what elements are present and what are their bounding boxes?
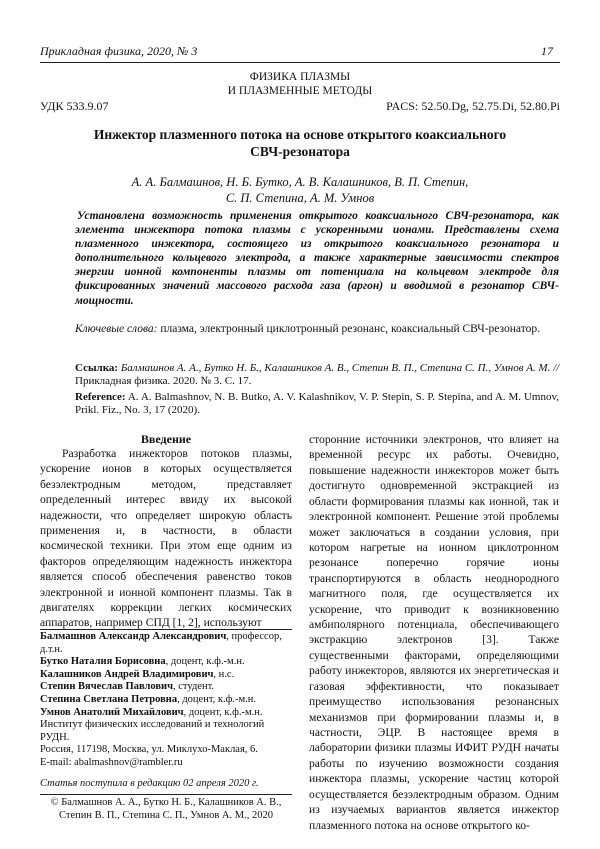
author3-name: Калашников Андрей Владимирович bbox=[40, 669, 213, 680]
author5-name: Степина Светлана Петровна bbox=[40, 694, 177, 705]
keywords-label: Ключевые слова: bbox=[75, 323, 157, 335]
copyright-line1: © Балмашнов А. А., Бутко Н. Б., Калашников А. В., bbox=[40, 797, 292, 810]
pacs-codes: PACS: 52.50.Dg, 52.75.Di, 52.80.Pi bbox=[386, 99, 560, 113]
citation-en-text: A. A. Balmashnov, N. B. Butko, A. V. Kalashnikov, V. P. Stepin, S. P. Stepina, and A. M. Umnov, Prikl. Fiz., No. 3, 17 (2020). bbox=[75, 391, 559, 416]
citation-ru-authors: Балмашнов А. А., Бутко Н. Б., Калашников А. В., Степин В. П., Степина С. П., Умнов А. М. // bbox=[121, 362, 559, 374]
author3-role: , н.с. bbox=[213, 669, 234, 680]
postal-address: Россия, 117198, Москва, ул. Миклухо-Маклая, 6. bbox=[40, 744, 300, 757]
section-heading-line2: И ПЛАЗМЕННЫЕ МЕТОДЫ bbox=[0, 84, 600, 98]
copyright-rule bbox=[40, 794, 292, 795]
author6-name: Умнов Анатолий Михайлович bbox=[40, 707, 184, 718]
citation-ru-label: Ссылка: bbox=[75, 362, 118, 374]
received-date: Статья поступила в редакцию 02 апреля 2020 г. bbox=[40, 778, 259, 791]
header-rule bbox=[40, 62, 560, 63]
udk-code: УДК 533.9.07 bbox=[40, 99, 108, 113]
keywords bbox=[75, 322, 559, 336]
section-heading-line1: ФИЗИКА ПЛАЗМЫ bbox=[0, 70, 600, 84]
author4-role: , студент. bbox=[173, 681, 214, 692]
authors-line1: А. А. Балмашнов, Н. Б. Бутко, А. В. Калашников, В. П. Степин, bbox=[0, 174, 600, 190]
citation-en-label: Reference: bbox=[75, 391, 125, 403]
institute-line2: РУДН. bbox=[40, 732, 300, 745]
institute-line1: Институт физических исследований и технологий bbox=[40, 719, 300, 732]
article-title-line1: Инжектор плазменного потока на основе открытого коаксиального bbox=[0, 126, 600, 143]
abstract: Установлена возможность применения открытого коаксиального СВЧ-резонатора, как элемента инжектора потока плазмы с ускоренными ионами. Представлены схема плазменного инжектора, состоящего из открытого коаксиального резонатора и дополнительного кольцевого электрода, а также характерные зависимости спектров энергии ионной компоненты плазмы от потенциала на кольцевом электроде для фиксированных значений массового расхода газа (аргон) и вводимой в резонатор СВЧ-мощности. bbox=[75, 209, 559, 308]
keywords-text: плазма, электронный циклотронный резонанс, коаксиальный СВЧ-резонатор. bbox=[160, 323, 540, 335]
article-title-line2: СВЧ-резонатора bbox=[0, 143, 600, 160]
contact-email: E-mail: abalmashnov@rambler.ru bbox=[40, 757, 300, 770]
author2-role: , доцент, к.ф.-м.н. bbox=[166, 656, 245, 667]
affiliations-block bbox=[40, 631, 300, 770]
author5-role: , доцент, к.ф.-м.н. bbox=[177, 694, 256, 705]
copyright-line2: Степин В. П., Степина С. П., Умнов А. М., 2020 bbox=[40, 810, 292, 823]
author1-name: Балмашнов Александр Александрович bbox=[40, 631, 226, 642]
citation-ru-source: Прикладная физика. 2020. № 3. С. 17. bbox=[75, 375, 559, 388]
running-header-journal: Прикладная физика, 2020, № 3 bbox=[40, 44, 197, 58]
running-header-page-number: 17 bbox=[541, 44, 553, 58]
author6-role: , доцент, к.ф.-м.н. bbox=[184, 707, 263, 718]
author2-name: Бутко Наталия Борисовна bbox=[40, 656, 166, 667]
citation-ru bbox=[75, 362, 559, 388]
author4-name: Степин Вячеслав Павлович bbox=[40, 681, 173, 692]
authors-line2: С. П. Степина, А. М. Умнов bbox=[0, 190, 600, 206]
intro-paragraph: Разработка инжекторов потоков плазмы, ускорение ионов в которых осуществляется безэлектродным методом, представляет определенный интерес ввиду их высокой надежности, что определяет широкую область применения и, в частности, в области космической техники. При этом еще одним из факторов определяющим надежность инжектора является способ обеспечения равенство токов электронной и ионной компонент плазмы. Так в двигателях коррекции легких космических аппаратов, например СПД [1, 2], используют bbox=[40, 446, 292, 631]
author1-role: , профессор, bbox=[226, 631, 282, 642]
footnote-rule bbox=[40, 629, 292, 630]
citation-en bbox=[75, 391, 559, 417]
intro-heading: Введение bbox=[40, 432, 292, 446]
journal-page bbox=[0, 0, 600, 849]
right-column-text: сторонние источники электронов, что влияет на временной ресурс их работы. Очевидно, повышение надежности инжекторов может быть достигнуто одновременной экстракцией из области формирования плазмы как ионной, так и электронной компонент. Решение этой проблемы может заключаться в создании условия, при котором нагретые на ионном циклотронном резонансе поперечно горячие ионы транспортируются в область неоднородного магнитного поля, где осуществляется их ускорение, что приводит к возникновению амбиполярного потенциала, обеспечивающего экстракцию электронов [3]. Также существенными факторами, определяющими работу инжекторов, являются их энергетическая и газовая эффективности, что показывает преимущество использования резонансных механизмов при формировании плазмы и, в частности, ЭЦР. В настоящее время в лаборатории физики плазмы ИФИТ РУДН начаты работы по изучению возможности создания инжектора плазмы, ускорение частиц которой осуществляется безэлектродным образом. Одним из изучаемых вариантов является инжектор плазменного потока на основе открытого ко- bbox=[309, 432, 559, 833]
author1-degree: д.т.н. bbox=[40, 644, 300, 657]
